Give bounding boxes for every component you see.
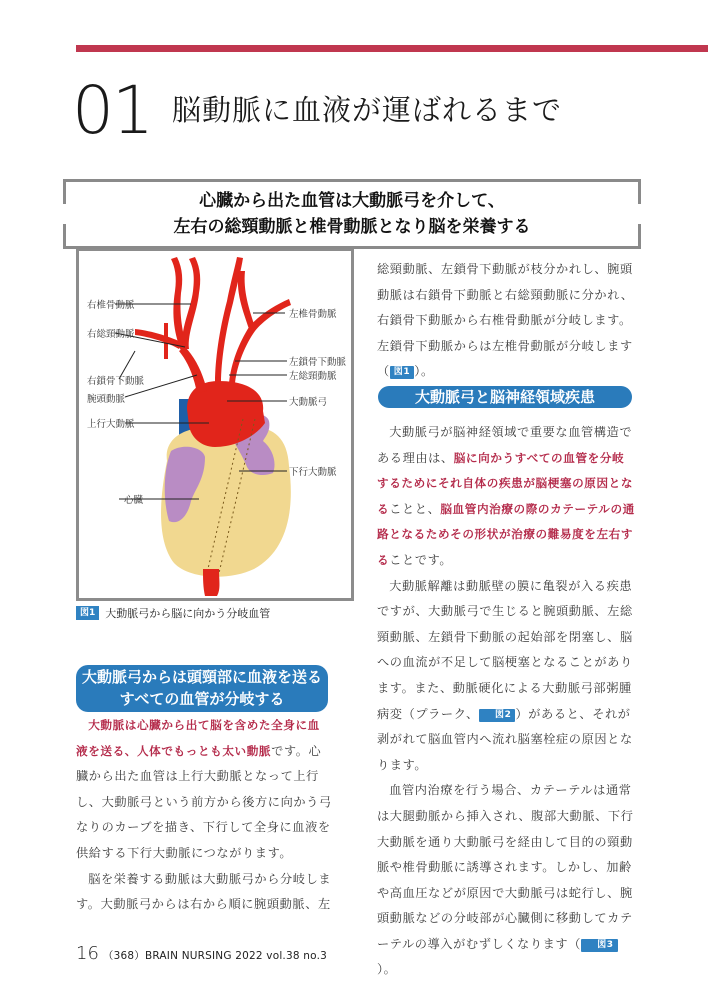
label-aortic-arch: 大動脈弓 — [289, 397, 328, 408]
label-left-common-carotid: 左総頸動脈 — [289, 371, 337, 382]
chapter-title: 脳動脈に血液が運ばれるまで — [172, 93, 563, 127]
label-left-subclavian: 左鎖骨下動脈 — [289, 357, 347, 368]
label-heart: 心臓 — [124, 495, 144, 506]
figure-ref-link[interactable]: 図1 — [390, 366, 414, 379]
figure-caption — [76, 605, 270, 621]
paragraph: 大動脈解離は動脈壁の膜に亀裂が入る疾患ですが、大動脈弓で生じると腕頭動脈、左総頸動脈、左鎖骨下動脈の起始部を閉塞し、脳への血流が不足して脳梗塞となることがあります。また、動脈硬化による大動脈弓部粥腫病変（プラーク、 図2 ）があると、それが剥がれて脳血管内へ流れ脳塞栓症の原因となります。 — [377, 578, 633, 772]
label-left-vertebral-artery: 左椎骨動脈 — [289, 309, 337, 320]
label-right-common-carotid: 右総頸動脈 — [87, 329, 135, 340]
lead-line-2: 左右の総頸動脈と椎骨動脈となり脳を栄養する — [173, 217, 531, 237]
right-column-body — [377, 420, 635, 983]
label-right-subclavian: 右鎖骨下動脈 — [87, 376, 145, 387]
lead-line-1: 心臓から出た血管は大動脈弓を介して、 — [199, 191, 505, 211]
label-ascending-aorta: 上行大動脈 — [87, 419, 135, 430]
paragraph: 総頸動脈、左鎖骨下動脈が枝分かれし、腕頭動脈は右鎖骨下動脈と右総頸動脈に分かれ、右鎖骨下動脈から右椎骨動脈が分岐します。左鎖骨下動脈からは左椎骨動脈が分岐します（ 図1 ）。 — [377, 262, 634, 379]
lead-summary-box — [63, 179, 641, 249]
label-right-vertebral-artery: 右椎骨動脈 — [87, 300, 135, 311]
figure-caption-text: 大動脈弓から脳に向かう分岐血管 — [105, 607, 271, 620]
section-heading-neuro-disease: 大動脈弓と脳神経領域疾患 — [378, 386, 632, 408]
paragraph: 大動脈弓が脳神経領域で重要な血管構造である理由は、脳に向かうすべての血管を分岐するためにそれ自体の疾患が脳梗塞の原因となることと、脳血管内治療の際のカテーテルの通路となるためその形状が治療の難易度を左右することです。 — [377, 425, 635, 567]
right-column-continuation — [377, 257, 635, 385]
label-brachiocephalic: 腕頭動脈 — [87, 394, 126, 405]
chapter-number: 01 — [72, 72, 152, 149]
section-heading-branches: 大動脈弓からは頭頸部に血液を送る すべての血管が分岐する — [76, 665, 328, 712]
figure-badge: 図1 — [76, 606, 99, 620]
figure-ref-link[interactable]: 図3 — [581, 939, 618, 952]
journal-meta: （368）BRAIN NURSING 2022 vol.38 no.3 — [102, 950, 327, 962]
paragraph: 血管内治療を行う場合、カテーテルは通常は大腿動脈から挿入され、腹部大動脈、下行大動脈を通り大動脈弓を経由して目的の頸動脈や椎骨動脈に誘導されます。しかし、加齢や高血圧などが原因で大動脈弓は蛇行し、腕頭動脈などの分岐部が心臓側に移動してカテーテルの導入がむずしくなります（ 図3）。 — [377, 783, 634, 977]
paragraph: 脳を栄養する動脈は大動脈弓から分岐します。大動脈弓からは右から順に腕頭動脈、左 — [76, 871, 332, 912]
page-number: 16 — [76, 943, 99, 964]
page-footer — [76, 943, 327, 964]
paragraph: 大動脈は心臓から出て脳を含めた全身に血液を送る、人体でもっとも太い動脈です。心臓から出た血管は上行大動脈となって上行し、大動脈弓という前方から後方に向かう弓なりのカーブを描き、下行して全身に血液を供給する下行大動脈につながります。 — [76, 718, 332, 860]
header-accent-rule — [76, 45, 708, 52]
figure-ref-link[interactable]: 図2 — [479, 709, 516, 722]
label-descending-aorta: 下行大動脈 — [289, 467, 337, 478]
figure-1-aortic-arch-diagram — [76, 249, 354, 601]
left-column-body — [76, 713, 332, 918]
